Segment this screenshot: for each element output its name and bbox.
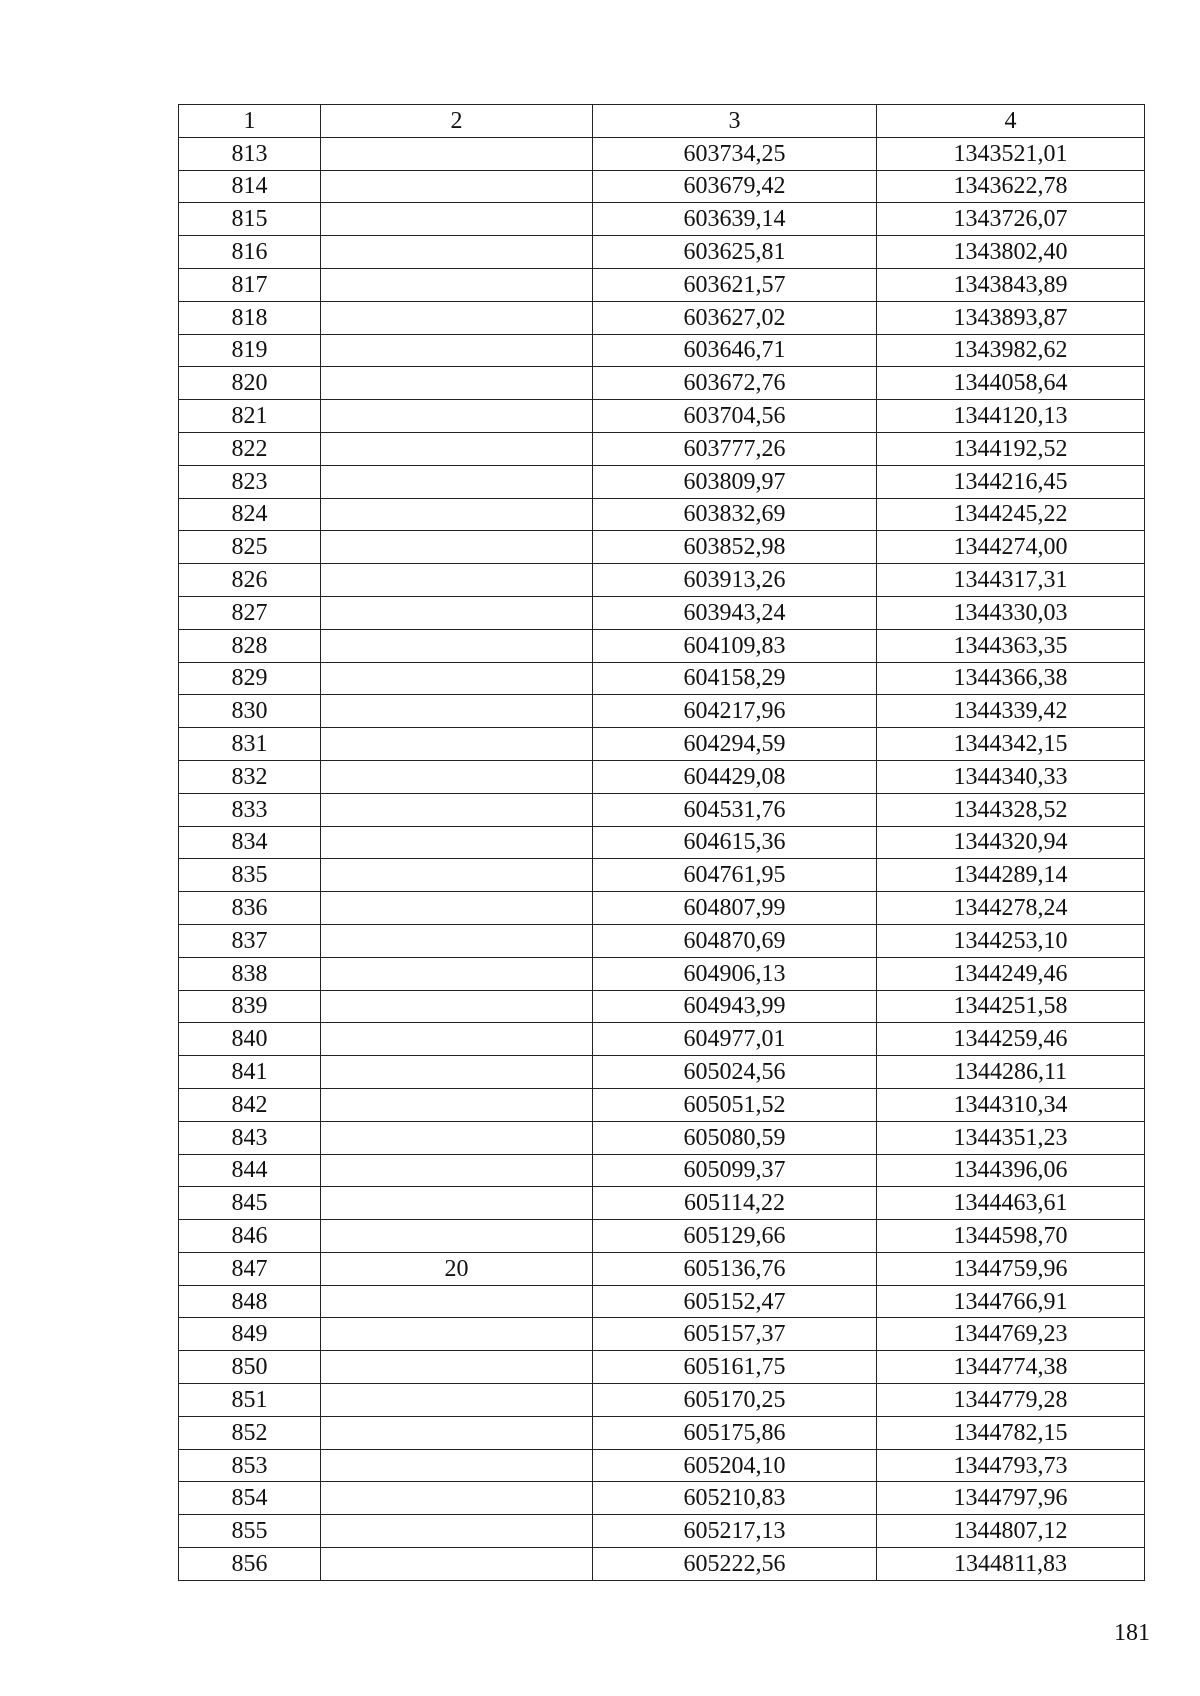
point-number-cell: 834 (179, 826, 321, 859)
x-coordinate-cell: 605051,52 (593, 1088, 877, 1121)
point-number-cell: 813 (179, 137, 321, 170)
x-coordinate-cell: 604906,13 (593, 957, 877, 990)
x-coordinate-cell: 604109,83 (593, 629, 877, 662)
column-2-cell (321, 1482, 593, 1515)
y-coordinate-cell: 1343843,89 (877, 268, 1145, 301)
table-row (179, 498, 1145, 531)
y-coordinate-cell: 1344278,24 (877, 892, 1145, 925)
table-row (179, 367, 1145, 400)
table-row (179, 760, 1145, 793)
column-2-cell (321, 1023, 593, 1056)
y-coordinate-cell: 1344245,22 (877, 498, 1145, 531)
y-coordinate-cell: 1344058,64 (877, 367, 1145, 400)
y-coordinate-cell: 1344463,61 (877, 1187, 1145, 1220)
y-coordinate-cell: 1344330,03 (877, 596, 1145, 629)
x-coordinate-cell: 604977,01 (593, 1023, 877, 1056)
table-row (179, 236, 1145, 269)
point-number-cell: 851 (179, 1384, 321, 1417)
x-coordinate-cell: 603627,02 (593, 301, 877, 334)
column-2-cell (321, 826, 593, 859)
point-number-cell: 836 (179, 892, 321, 925)
column-2-cell (321, 400, 593, 433)
table-row (179, 1548, 1145, 1581)
column-2-cell (321, 957, 593, 990)
column-2-cell (321, 465, 593, 498)
column-2-cell (321, 564, 593, 597)
table-row (179, 203, 1145, 236)
point-number-cell: 833 (179, 793, 321, 826)
y-coordinate-cell: 1343726,07 (877, 203, 1145, 236)
table-row (179, 662, 1145, 695)
y-coordinate-cell: 1344339,42 (877, 695, 1145, 728)
column-2-cell (321, 1285, 593, 1318)
point-number-cell: 853 (179, 1449, 321, 1482)
x-coordinate-cell: 603646,71 (593, 334, 877, 367)
column-2-cell (321, 268, 593, 301)
point-number-cell: 822 (179, 432, 321, 465)
y-coordinate-cell: 1343622,78 (877, 170, 1145, 203)
column-2-cell (321, 1384, 593, 1417)
point-number-cell: 856 (179, 1548, 321, 1581)
y-coordinate-cell: 1344192,52 (877, 432, 1145, 465)
table-row (179, 268, 1145, 301)
x-coordinate-cell: 605204,10 (593, 1449, 877, 1482)
column-2-cell (321, 892, 593, 925)
table-row (179, 531, 1145, 564)
point-number-cell: 827 (179, 596, 321, 629)
y-coordinate-cell: 1344320,94 (877, 826, 1145, 859)
column-2-cell (321, 990, 593, 1023)
column-2-cell (321, 1351, 593, 1384)
y-coordinate-cell: 1344782,15 (877, 1416, 1145, 1449)
table-row (179, 1351, 1145, 1384)
x-coordinate-cell: 605222,56 (593, 1548, 877, 1581)
x-coordinate-cell: 605099,37 (593, 1154, 877, 1187)
x-coordinate-cell: 604870,69 (593, 924, 877, 957)
table-row (179, 1416, 1145, 1449)
point-number-cell: 823 (179, 465, 321, 498)
x-coordinate-cell: 605217,13 (593, 1515, 877, 1548)
y-coordinate-cell: 1344120,13 (877, 400, 1145, 433)
table-row (179, 629, 1145, 662)
x-coordinate-cell: 604294,59 (593, 728, 877, 761)
point-number-cell: 821 (179, 400, 321, 433)
table-row (179, 465, 1145, 498)
table-row (179, 1121, 1145, 1154)
x-coordinate-cell: 603704,56 (593, 400, 877, 433)
column-2-cell (321, 1416, 593, 1449)
table-row (179, 1285, 1145, 1318)
x-coordinate-cell: 604807,99 (593, 892, 877, 925)
x-coordinate-cell: 603852,98 (593, 531, 877, 564)
y-coordinate-cell: 1344340,33 (877, 760, 1145, 793)
x-coordinate-cell: 603639,14 (593, 203, 877, 236)
point-number-cell: 841 (179, 1056, 321, 1089)
table-row (179, 859, 1145, 892)
point-number-cell: 849 (179, 1318, 321, 1351)
table-row (179, 1515, 1145, 1548)
column-2-cell (321, 1121, 593, 1154)
y-coordinate-cell: 1344216,45 (877, 465, 1145, 498)
y-coordinate-cell: 1344259,46 (877, 1023, 1145, 1056)
point-number-cell: 846 (179, 1220, 321, 1253)
table-row (179, 1384, 1145, 1417)
table-row (179, 1023, 1145, 1056)
point-number-cell: 837 (179, 924, 321, 957)
column-2-cell (321, 859, 593, 892)
table-row (179, 1449, 1145, 1482)
table-row (179, 170, 1145, 203)
y-coordinate-cell: 1344779,28 (877, 1384, 1145, 1417)
y-coordinate-cell: 1344598,70 (877, 1220, 1145, 1253)
table-header-row (179, 105, 1145, 138)
y-coordinate-cell: 1344317,31 (877, 564, 1145, 597)
x-coordinate-cell: 603621,57 (593, 268, 877, 301)
point-number-cell: 832 (179, 760, 321, 793)
x-coordinate-cell: 605157,37 (593, 1318, 877, 1351)
column-2-cell (321, 334, 593, 367)
x-coordinate-cell: 603809,97 (593, 465, 877, 498)
point-number-cell: 835 (179, 859, 321, 892)
x-coordinate-cell: 605114,22 (593, 1187, 877, 1220)
column-2-cell (321, 1154, 593, 1187)
y-coordinate-cell: 1344274,00 (877, 531, 1145, 564)
x-coordinate-cell: 604615,36 (593, 826, 877, 859)
x-coordinate-cell: 605136,76 (593, 1252, 877, 1285)
y-coordinate-cell: 1344759,96 (877, 1252, 1145, 1285)
page-number: 181 (1114, 1620, 1150, 1646)
column-2-cell (321, 695, 593, 728)
table-row (179, 400, 1145, 433)
y-coordinate-cell: 1344251,58 (877, 990, 1145, 1023)
table-row (179, 793, 1145, 826)
point-number-cell: 825 (179, 531, 321, 564)
x-coordinate-cell: 604429,08 (593, 760, 877, 793)
column-2-cell: 20 (321, 1252, 593, 1285)
point-number-cell: 814 (179, 170, 321, 203)
x-coordinate-cell: 604217,96 (593, 695, 877, 728)
point-number-cell: 838 (179, 957, 321, 990)
y-coordinate-cell: 1344769,23 (877, 1318, 1145, 1351)
point-number-cell: 848 (179, 1285, 321, 1318)
table-row (179, 137, 1145, 170)
table-row (179, 1220, 1145, 1253)
header-cell-3: 3 (593, 105, 877, 138)
header-cell-1: 1 (179, 105, 321, 138)
column-2-cell (321, 137, 593, 170)
table-row (179, 1056, 1145, 1089)
column-2-cell (321, 498, 593, 531)
y-coordinate-cell: 1343982,62 (877, 334, 1145, 367)
y-coordinate-cell: 1344396,06 (877, 1154, 1145, 1187)
y-coordinate-cell: 1344811,83 (877, 1548, 1145, 1581)
table-row (179, 564, 1145, 597)
table-row (179, 892, 1145, 925)
table-row (179, 924, 1145, 957)
y-coordinate-cell: 1344793,73 (877, 1449, 1145, 1482)
table-row (179, 1187, 1145, 1220)
table-row (179, 1088, 1145, 1121)
table-row (179, 334, 1145, 367)
x-coordinate-cell: 603734,25 (593, 137, 877, 170)
y-coordinate-cell: 1343802,40 (877, 236, 1145, 269)
table-row (179, 1482, 1145, 1515)
column-2-cell (321, 728, 593, 761)
x-coordinate-cell: 603913,26 (593, 564, 877, 597)
column-2-cell (321, 367, 593, 400)
y-coordinate-cell: 1344253,10 (877, 924, 1145, 957)
column-2-cell (321, 1449, 593, 1482)
x-coordinate-cell: 603943,24 (593, 596, 877, 629)
x-coordinate-cell: 604943,99 (593, 990, 877, 1023)
point-number-cell: 854 (179, 1482, 321, 1515)
column-2-cell (321, 170, 593, 203)
point-number-cell: 843 (179, 1121, 321, 1154)
y-coordinate-cell: 1344363,35 (877, 629, 1145, 662)
x-coordinate-cell: 603672,76 (593, 367, 877, 400)
table-row (179, 990, 1145, 1023)
point-number-cell: 831 (179, 728, 321, 761)
x-coordinate-cell: 605024,56 (593, 1056, 877, 1089)
x-coordinate-cell: 605080,59 (593, 1121, 877, 1154)
table-row (179, 596, 1145, 629)
column-2-cell (321, 760, 593, 793)
table-row (179, 1154, 1145, 1187)
column-2-cell (321, 1548, 593, 1581)
y-coordinate-cell: 1344286,11 (877, 1056, 1145, 1089)
y-coordinate-cell: 1344351,23 (877, 1121, 1145, 1154)
x-coordinate-cell: 603777,26 (593, 432, 877, 465)
point-number-cell: 820 (179, 367, 321, 400)
point-number-cell: 839 (179, 990, 321, 1023)
y-coordinate-cell: 1344310,34 (877, 1088, 1145, 1121)
point-number-cell: 852 (179, 1416, 321, 1449)
column-2-cell (321, 1187, 593, 1220)
column-2-cell (321, 236, 593, 269)
x-coordinate-cell: 603832,69 (593, 498, 877, 531)
x-coordinate-cell: 603625,81 (593, 236, 877, 269)
y-coordinate-cell: 1344766,91 (877, 1285, 1145, 1318)
table-row (179, 1318, 1145, 1351)
column-2-cell (321, 203, 593, 236)
y-coordinate-cell: 1344342,15 (877, 728, 1145, 761)
x-coordinate-cell: 605161,75 (593, 1351, 877, 1384)
x-coordinate-cell: 605175,86 (593, 1416, 877, 1449)
point-number-cell: 815 (179, 203, 321, 236)
point-number-cell: 828 (179, 629, 321, 662)
x-coordinate-cell: 605170,25 (593, 1384, 877, 1417)
point-number-cell: 845 (179, 1187, 321, 1220)
table-row (179, 957, 1145, 990)
point-number-cell: 847 (179, 1252, 321, 1285)
column-2-cell (321, 793, 593, 826)
column-2-cell (321, 1088, 593, 1121)
point-number-cell: 850 (179, 1351, 321, 1384)
point-number-cell: 816 (179, 236, 321, 269)
x-coordinate-cell: 604761,95 (593, 859, 877, 892)
table-row (179, 1252, 1145, 1285)
coordinates-table (178, 104, 1145, 1581)
column-2-cell (321, 432, 593, 465)
point-number-cell: 826 (179, 564, 321, 597)
column-2-cell (321, 596, 593, 629)
point-number-cell: 830 (179, 695, 321, 728)
table-row (179, 728, 1145, 761)
column-2-cell (321, 1515, 593, 1548)
column-2-cell (321, 1220, 593, 1253)
column-2-cell (321, 662, 593, 695)
column-2-cell (321, 924, 593, 957)
header-cell-2: 2 (321, 105, 593, 138)
y-coordinate-cell: 1343521,01 (877, 137, 1145, 170)
x-coordinate-cell: 605210,83 (593, 1482, 877, 1515)
point-number-cell: 842 (179, 1088, 321, 1121)
coordinates-table-body (179, 105, 1145, 1581)
point-number-cell: 817 (179, 268, 321, 301)
table-row (179, 826, 1145, 859)
column-2-cell (321, 301, 593, 334)
x-coordinate-cell: 603679,42 (593, 170, 877, 203)
y-coordinate-cell: 1343893,87 (877, 301, 1145, 334)
point-number-cell: 818 (179, 301, 321, 334)
point-number-cell: 824 (179, 498, 321, 531)
x-coordinate-cell: 604531,76 (593, 793, 877, 826)
point-number-cell: 819 (179, 334, 321, 367)
column-2-cell (321, 531, 593, 564)
y-coordinate-cell: 1344249,46 (877, 957, 1145, 990)
y-coordinate-cell: 1344774,38 (877, 1351, 1145, 1384)
column-2-cell (321, 629, 593, 662)
x-coordinate-cell: 605152,47 (593, 1285, 877, 1318)
x-coordinate-cell: 605129,66 (593, 1220, 877, 1253)
header-cell-4: 4 (877, 105, 1145, 138)
table-row (179, 301, 1145, 334)
table-row (179, 432, 1145, 465)
table-row (179, 695, 1145, 728)
point-number-cell: 829 (179, 662, 321, 695)
y-coordinate-cell: 1344366,38 (877, 662, 1145, 695)
column-2-cell (321, 1318, 593, 1351)
point-number-cell: 855 (179, 1515, 321, 1548)
y-coordinate-cell: 1344797,96 (877, 1482, 1145, 1515)
y-coordinate-cell: 1344289,14 (877, 859, 1145, 892)
point-number-cell: 844 (179, 1154, 321, 1187)
x-coordinate-cell: 604158,29 (593, 662, 877, 695)
column-2-cell (321, 1056, 593, 1089)
y-coordinate-cell: 1344328,52 (877, 793, 1145, 826)
y-coordinate-cell: 1344807,12 (877, 1515, 1145, 1548)
point-number-cell: 840 (179, 1023, 321, 1056)
